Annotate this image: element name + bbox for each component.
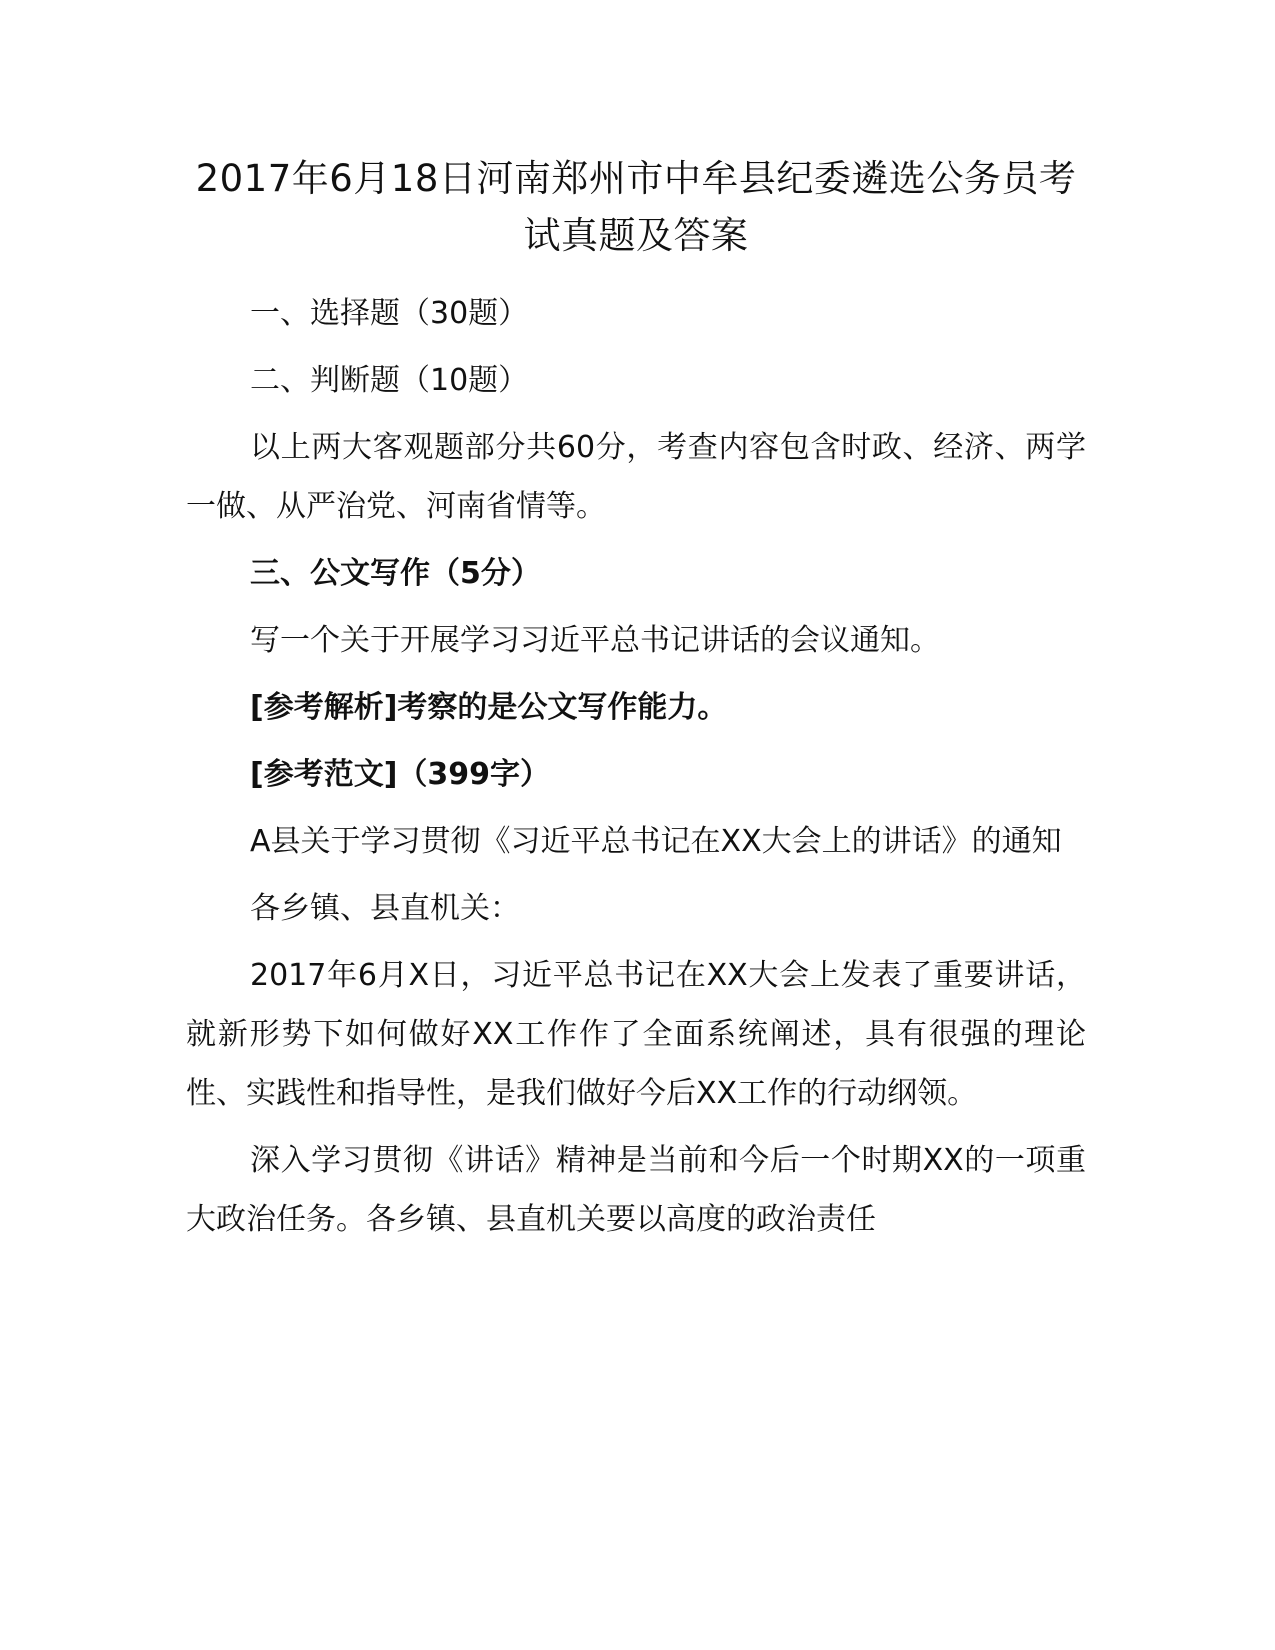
notice-body-paragraph: 2017年6月X日，习近平总书记在XX大会上发表了重要讲话，就新形势下如何做好XX工作作了全面系统阐述，具有很强的理论性、实践性和指导性，是我们做好今后XX工作的行动纲领。 [186,958,1086,1111]
reference-analysis: [参考解析]考察的是公文写作能力。 [250,690,728,725]
notice-title: A县关于学习贯彻《习近平总书记在XX大会上的讲话》的通知 [250,824,1062,859]
section-choice-questions: 一、选择题（30题） [250,296,529,331]
objective-summary-paragraph: 以上两大客观题部分共60分，考查内容包含时政、经济、两学一做、从严治党、河南省情等。 [186,430,1086,524]
section-writing: 三、公文写作（5分） [250,556,541,591]
section-judgment-questions: 二、判断题（10题） [250,363,529,398]
writing-prompt: 写一个关于开展学习习近平总书记讲话的会议通知。 [250,623,940,658]
document-page [186,150,1086,1257]
reference-essay-heading: [参考范文]（399字） [250,757,551,792]
notice-salutation: 各乡镇、县直机关： [250,891,520,926]
notice-body-paragraph: 深入学习贯彻《讲话》精神是当前和今后一个时期XX的一项重大政治任务。各乡镇、县直机关要以高度的政治责任 [186,1143,1086,1237]
document-title: 2017年6月18日河南郑州市中牟县纪委遴选公务员考试真题及答案 [195,157,1077,257]
